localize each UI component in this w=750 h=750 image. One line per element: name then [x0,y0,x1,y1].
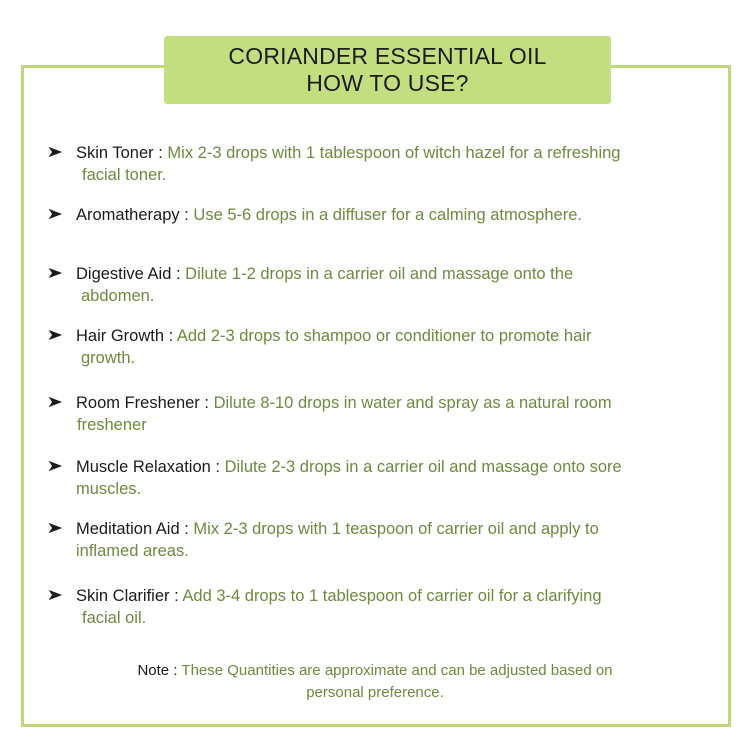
usage-item-digestive-aid [48,263,718,307]
usage-item-meditation-aid [48,518,718,562]
usage-label: Skin Clarifier : [76,587,179,605]
usage-description: Dilute 8-10 drops in water and spray as a natural room [213,394,612,412]
note-text: These Quantities are approximate and can be adjusted based on [181,662,613,679]
title-line-1: CORIANDER ESSENTIAL OIL [228,43,547,69]
usage-description-continued: freshener [77,416,147,434]
title-line-2: HOW TO USE? [306,70,469,96]
usage-description-continued: growth. [81,349,136,367]
usage-label: Aromatherapy : [76,206,189,224]
usage-description-continued: facial oil. [82,609,147,627]
usage-description: Add 3-4 drops to 1 tablespoon of carrier oil for a clarifying [182,587,602,605]
usage-description: Dilute 2-3 drops in a carrier oil and massage onto sore [224,458,622,476]
usage-item-skin-clarifier [48,585,718,629]
usage-label: Skin Toner : [76,144,163,162]
arrow-bullet-icon: ➤ [46,520,64,537]
usage-label: Room Freshener : [76,394,209,412]
usage-description-continued: abdomen. [81,287,155,305]
usage-description: Mix 2-3 drops with 1 tablespoon of witch hazel for a refreshing [167,144,621,162]
usage-label: Hair Growth : [76,327,174,345]
usage-description: Add 2-3 drops to shampoo or conditioner to promote hair [176,327,592,345]
usage-label: Muscle Relaxation : [76,458,220,476]
arrow-bullet-icon: ➤ [46,394,64,411]
usage-item-hair-growth [48,325,718,369]
usage-item-aromatherapy [48,204,718,226]
arrow-bullet-icon: ➤ [46,458,64,475]
usage-label: Meditation Aid : [76,520,189,538]
usage-description: Dilute 1-2 drops in a carrier oil and massage onto the [185,265,574,283]
usage-item-skin-toner [48,142,718,186]
arrow-bullet-icon: ➤ [46,144,64,161]
title-banner [164,36,611,104]
usage-item-room-freshener [48,392,718,436]
arrow-bullet-icon: ➤ [46,206,64,223]
usage-description-continued: muscles. [76,480,142,498]
usage-item-muscle-relaxation [48,456,718,500]
arrow-bullet-icon: ➤ [46,327,64,344]
note-block [0,660,750,704]
arrow-bullet-icon: ➤ [46,265,64,282]
note-text-continued: personal preference. [306,684,444,701]
arrow-bullet-icon: ➤ [46,587,64,604]
note-label: Note : [137,662,178,679]
usage-description: Mix 2-3 drops with 1 teaspoon of carrier oil and apply to [193,520,599,538]
usage-label: Digestive Aid : [76,265,181,283]
usage-description-continued: facial toner. [82,166,167,184]
usage-description-continued: inflamed areas. [76,542,189,560]
usage-description: Use 5-6 drops in a diffuser for a calming atmosphere. [193,206,582,224]
